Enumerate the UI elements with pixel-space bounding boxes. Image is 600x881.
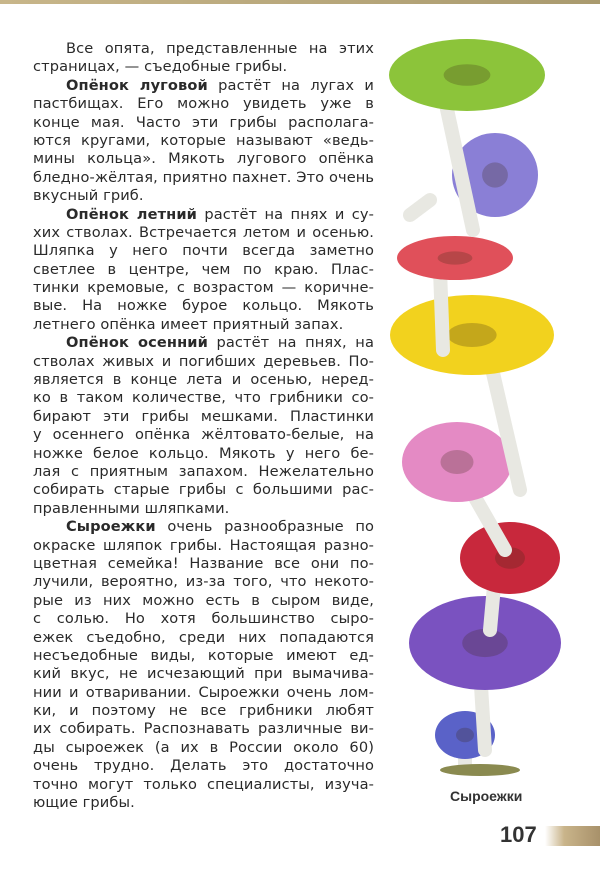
line-text: нии и отваривании. Сыроежки очень лом- bbox=[33, 683, 374, 701]
text-line bbox=[33, 316, 374, 334]
line-text: хих стволах. Встречается летом и осенью. bbox=[33, 223, 374, 241]
text-line bbox=[33, 610, 374, 628]
line-text: цветная семейка! Название все они по- bbox=[33, 554, 374, 572]
line-text: конце мая. Часто эти грибы располага- bbox=[33, 113, 374, 131]
line-text: вкусный гриб. bbox=[33, 187, 144, 205]
mushroom-cap-center bbox=[482, 162, 508, 187]
mushroom-stem bbox=[410, 200, 430, 215]
text-line bbox=[33, 537, 374, 555]
top-border bbox=[0, 0, 600, 4]
line-text: летнего опёнка имеет приятный запах. bbox=[33, 315, 344, 333]
text-line bbox=[33, 445, 374, 463]
text-line bbox=[33, 371, 374, 389]
line-text: с солью. Но хотя большинство сыро- bbox=[33, 610, 374, 628]
text-line bbox=[33, 720, 374, 738]
text-line bbox=[33, 95, 374, 113]
body-text bbox=[33, 40, 374, 812]
paragraph-lead: Сыроежки bbox=[66, 518, 156, 536]
line-text: тинки кремовые, с возрастом — коричне- bbox=[33, 279, 374, 297]
line-text: у осеннего опёнка жёлтовато-белые, на bbox=[33, 426, 374, 444]
line-text: растёт на пнях и су- bbox=[196, 205, 374, 223]
text-line bbox=[33, 665, 374, 683]
line-text: бледно-жёлтая, приятно пахнет. Это очень bbox=[33, 168, 375, 186]
text-line bbox=[33, 297, 374, 315]
text-line bbox=[33, 132, 374, 150]
grass-tuft bbox=[440, 764, 520, 776]
line-text: пастбищах. Его можно увидеть уже в bbox=[33, 95, 374, 113]
line-text: ежек съедобно, среди них попадаются bbox=[33, 628, 374, 646]
text-line bbox=[33, 629, 374, 647]
text-line bbox=[33, 261, 374, 279]
line-text: несъедобные виды, которые имеют ед- bbox=[33, 646, 374, 664]
line-text: растёт на пнях, на bbox=[207, 334, 374, 352]
mushroom-cap-center bbox=[441, 450, 474, 474]
text-line bbox=[33, 702, 374, 720]
page-number-bar bbox=[545, 826, 600, 846]
line-text: кий вкус, не исчезающий при вымачива- bbox=[33, 665, 374, 683]
line-text: страницах, — съедобные грибы. bbox=[33, 58, 288, 76]
text-line bbox=[33, 389, 374, 407]
mushroom-stem bbox=[440, 270, 443, 350]
line-text: рые из них можно есть в сыром виде, bbox=[33, 591, 374, 609]
line-text: вые. На ножке бурое кольцо. Мякоть bbox=[33, 297, 374, 315]
text-line bbox=[33, 757, 374, 775]
line-text: правленными шляпками. bbox=[33, 499, 230, 517]
line-text: ножке белое кольцо. Мякоть у него бе- bbox=[33, 444, 374, 462]
line-text: ются кругами, которые называют «ведь- bbox=[33, 131, 374, 149]
line-text: их собирать. Распознавать различные ви- bbox=[33, 720, 374, 738]
text-line bbox=[33, 242, 374, 260]
line-text: является в конце лета и осенью, неред- bbox=[33, 371, 374, 389]
paragraph-lead: Опёнок осенний bbox=[66, 334, 208, 352]
text-line bbox=[33, 206, 374, 224]
line-text: окраске шляпок грибы. Настоящая разно- bbox=[33, 536, 374, 554]
text-line bbox=[33, 684, 374, 702]
text-line bbox=[33, 58, 374, 76]
paragraph-lead: Опёнок луговой bbox=[66, 76, 208, 94]
text-line bbox=[33, 224, 374, 242]
text-line bbox=[33, 518, 374, 536]
text-line bbox=[33, 500, 374, 518]
line-text: собирать старые грибы с большими рас- bbox=[33, 481, 374, 499]
line-text: мины кольца». Мякоть лугового опёнка bbox=[33, 150, 374, 168]
line-text: очень трудно. Делать это достаточно bbox=[33, 757, 374, 775]
line-text: лучили, вероятно, из-за того, что некото- bbox=[33, 573, 374, 591]
text-line bbox=[33, 794, 374, 812]
text-line bbox=[33, 169, 374, 187]
line-text: Шляпка у него почти всегда заметно bbox=[33, 242, 374, 260]
text-line bbox=[33, 647, 374, 665]
text-line bbox=[33, 279, 374, 297]
line-text: ки, и поэтому не все грибники любят bbox=[33, 702, 374, 720]
line-text: лая с приятным запахом. Нежелательно bbox=[33, 462, 374, 480]
text-line bbox=[33, 426, 374, 444]
text-line bbox=[33, 776, 374, 794]
text-line bbox=[33, 353, 374, 371]
russula-illustration bbox=[385, 30, 600, 780]
text-line bbox=[33, 481, 374, 499]
line-text: Все опята, представленные на этих bbox=[66, 40, 374, 57]
text-line bbox=[33, 592, 374, 610]
line-text: ды сыроежек (а их в России около 60) bbox=[33, 738, 374, 756]
text-line bbox=[33, 114, 374, 132]
text-line bbox=[33, 40, 374, 58]
text-line bbox=[33, 150, 374, 168]
line-text: очень разнообразные по bbox=[155, 518, 374, 536]
mushroom-cap-center bbox=[456, 728, 474, 742]
mushroom-cap-center bbox=[444, 64, 491, 86]
text-line bbox=[33, 739, 374, 757]
line-text: ющие грибы. bbox=[33, 794, 135, 812]
line-text: ко в таком количестве, что грибники со- bbox=[33, 389, 374, 407]
line-text: точно могут только специалисты, изуча- bbox=[33, 775, 374, 793]
line-text: растёт на лугах и bbox=[207, 76, 374, 94]
page-number: 107 bbox=[500, 822, 537, 847]
line-text: бирают эти грибы мешками. Пластинки bbox=[33, 407, 374, 425]
text-line bbox=[33, 334, 374, 352]
text-line bbox=[33, 555, 374, 573]
text-line bbox=[33, 463, 374, 481]
line-text: стволах живых и погибших деревьев. По- bbox=[33, 352, 374, 370]
text-line bbox=[33, 187, 374, 205]
line-text: светлее в центре, чем по краю. Плас- bbox=[33, 260, 374, 278]
text-line bbox=[33, 573, 374, 591]
paragraph-lead: Опёнок летний bbox=[66, 205, 197, 223]
text-line bbox=[33, 77, 374, 95]
mushroom-cap-center bbox=[438, 251, 473, 264]
text-line bbox=[33, 408, 374, 426]
illustration-caption: Сыроежки bbox=[450, 788, 523, 804]
mushroom-cap-center bbox=[447, 323, 496, 347]
